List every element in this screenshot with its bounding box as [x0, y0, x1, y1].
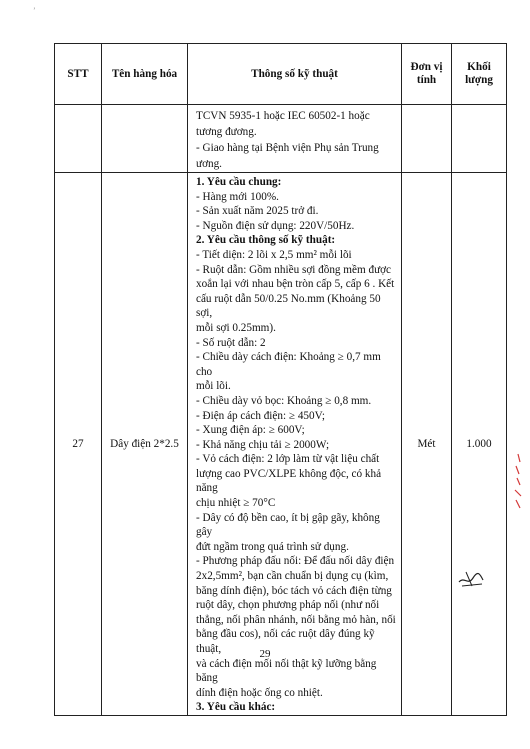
spec-line: - Dây có độ bền cao, ít bị gập gãy, không gây — [196, 511, 380, 539]
spec-line: cấu ruột dẫn 50/0.25 No.mm (Khoảng 50 sợi, — [196, 292, 381, 320]
spec-section-heading: 3. Yêu cầu khác: — [196, 701, 276, 714]
spec-section-heading: 2. Yêu cầu thông số kỹ thuật: — [196, 234, 336, 247]
continuation-line: TCVN 5935-1 hoặc IEC 60502-1 hoặc tương đương. — [196, 110, 370, 138]
spec-line: - Chiều dày cách điện: Khoảng ≥ 0,7 mm cho — [196, 351, 381, 378]
continuation-spec-cell — [188, 105, 402, 173]
red-stamp-edge-mark — [512, 452, 524, 512]
spec-line: xoắn lại với nhau bện tròn cấp 5, cấp 6 . Kết — [196, 278, 395, 291]
cell-empty — [402, 105, 452, 173]
header-unit: Đơn vị tính — [402, 44, 452, 105]
header-specification: Thông số kỹ thuật — [188, 44, 402, 105]
spec-line: băng dính điện), bóc tách vỏ cách điện từng — [196, 584, 392, 597]
table-row-item-27 — [55, 173, 507, 716]
spec-line: mỗi lõi. — [196, 380, 231, 393]
cell-empty — [452, 105, 507, 173]
spec-section-heading: 1. Yêu cầu chung: — [196, 176, 282, 188]
specification-table — [54, 43, 507, 716]
spec-line: chịu nhiệt ≥ 70°C — [196, 497, 276, 510]
spec-line: - Hàng mới 100%. — [196, 190, 279, 203]
spec-line: mỗi sợi 0.25mm). — [196, 321, 276, 334]
table-row-continuation — [55, 105, 507, 173]
spec-line: - Số ruột dẫn: 2 — [196, 336, 266, 349]
cell-empty — [55, 105, 102, 173]
item-name: Dây điện 2*2.5 — [102, 173, 188, 716]
spec-line: dính điện hoặc ống co nhiệt. — [196, 686, 323, 699]
continuation-line: - Giao hàng tại Bệnh viện Phụ sản Trung ương. — [196, 142, 379, 170]
spec-line: - Ruột dẫn: Gồm nhiều sợi đồng mềm được — [196, 263, 392, 276]
spec-line: - Sản xuất năm 2025 trở đi. — [196, 205, 319, 218]
spec-line: - Tiết diện: 2 lõi x 2,5 mm² mỗi lõi — [196, 248, 352, 261]
spec-line: bằng đầu cos), nối các ruột dây đúng kỹ thuật, — [196, 628, 375, 655]
header-stt: STT — [55, 44, 102, 105]
table-header-row — [55, 44, 507, 105]
cell-empty — [102, 105, 188, 173]
spec-line: thẳng, nối phân nhánh, nối bằng mỏ hàn, nối — [196, 613, 396, 626]
spec-line: đứt ngầm trong quá trình sử dụng. — [196, 540, 349, 553]
spec-line: - Khả năng chịu tải ≥ 2000W; — [196, 438, 330, 451]
spec-line: - Xung điện áp: ≥ 600V; — [196, 424, 305, 437]
spec-line: và cách điện mối nối thật kỹ lưỡng bằng băng — [196, 657, 377, 685]
item-unit: Mét — [402, 173, 452, 716]
signature-mark — [456, 566, 486, 590]
spec-line: - Nguồn điện sử dụng: 220V/50Hz. — [196, 219, 355, 232]
header-item-name: Tên hàng hóa — [102, 44, 188, 105]
spec-line: - Phương pháp đấu nối: Để đấu nối dây điện — [196, 555, 395, 568]
spec-line: 2x2,5mm², bạn cần chuẩn bị dụng cụ (kìm, — [196, 570, 389, 583]
spec-line: - Chiều dày vỏ bọc: Khoảng ≥ 0,8 mm. — [196, 394, 372, 407]
spec-line: ruột dây, chọn phương pháp nối (như nối — [196, 599, 380, 612]
header-quantity: Khối lượng — [452, 44, 507, 105]
item-spec-cell — [188, 173, 402, 716]
item-stt: 27 — [55, 173, 102, 716]
spec-line: - Vỏ cách điện: 2 lớp làm từ vật liệu chất — [196, 453, 380, 466]
spec-line: - Điện áp cách điện: ≥ 450V; — [196, 409, 325, 422]
scan-mark: ʼ — [33, 6, 36, 15]
spec-line: lượng cao PVC/XLPE không độc, có khả năng — [196, 467, 382, 495]
item-quantity: 1.000 — [452, 173, 507, 716]
page-number: 29 — [259, 648, 271, 660]
